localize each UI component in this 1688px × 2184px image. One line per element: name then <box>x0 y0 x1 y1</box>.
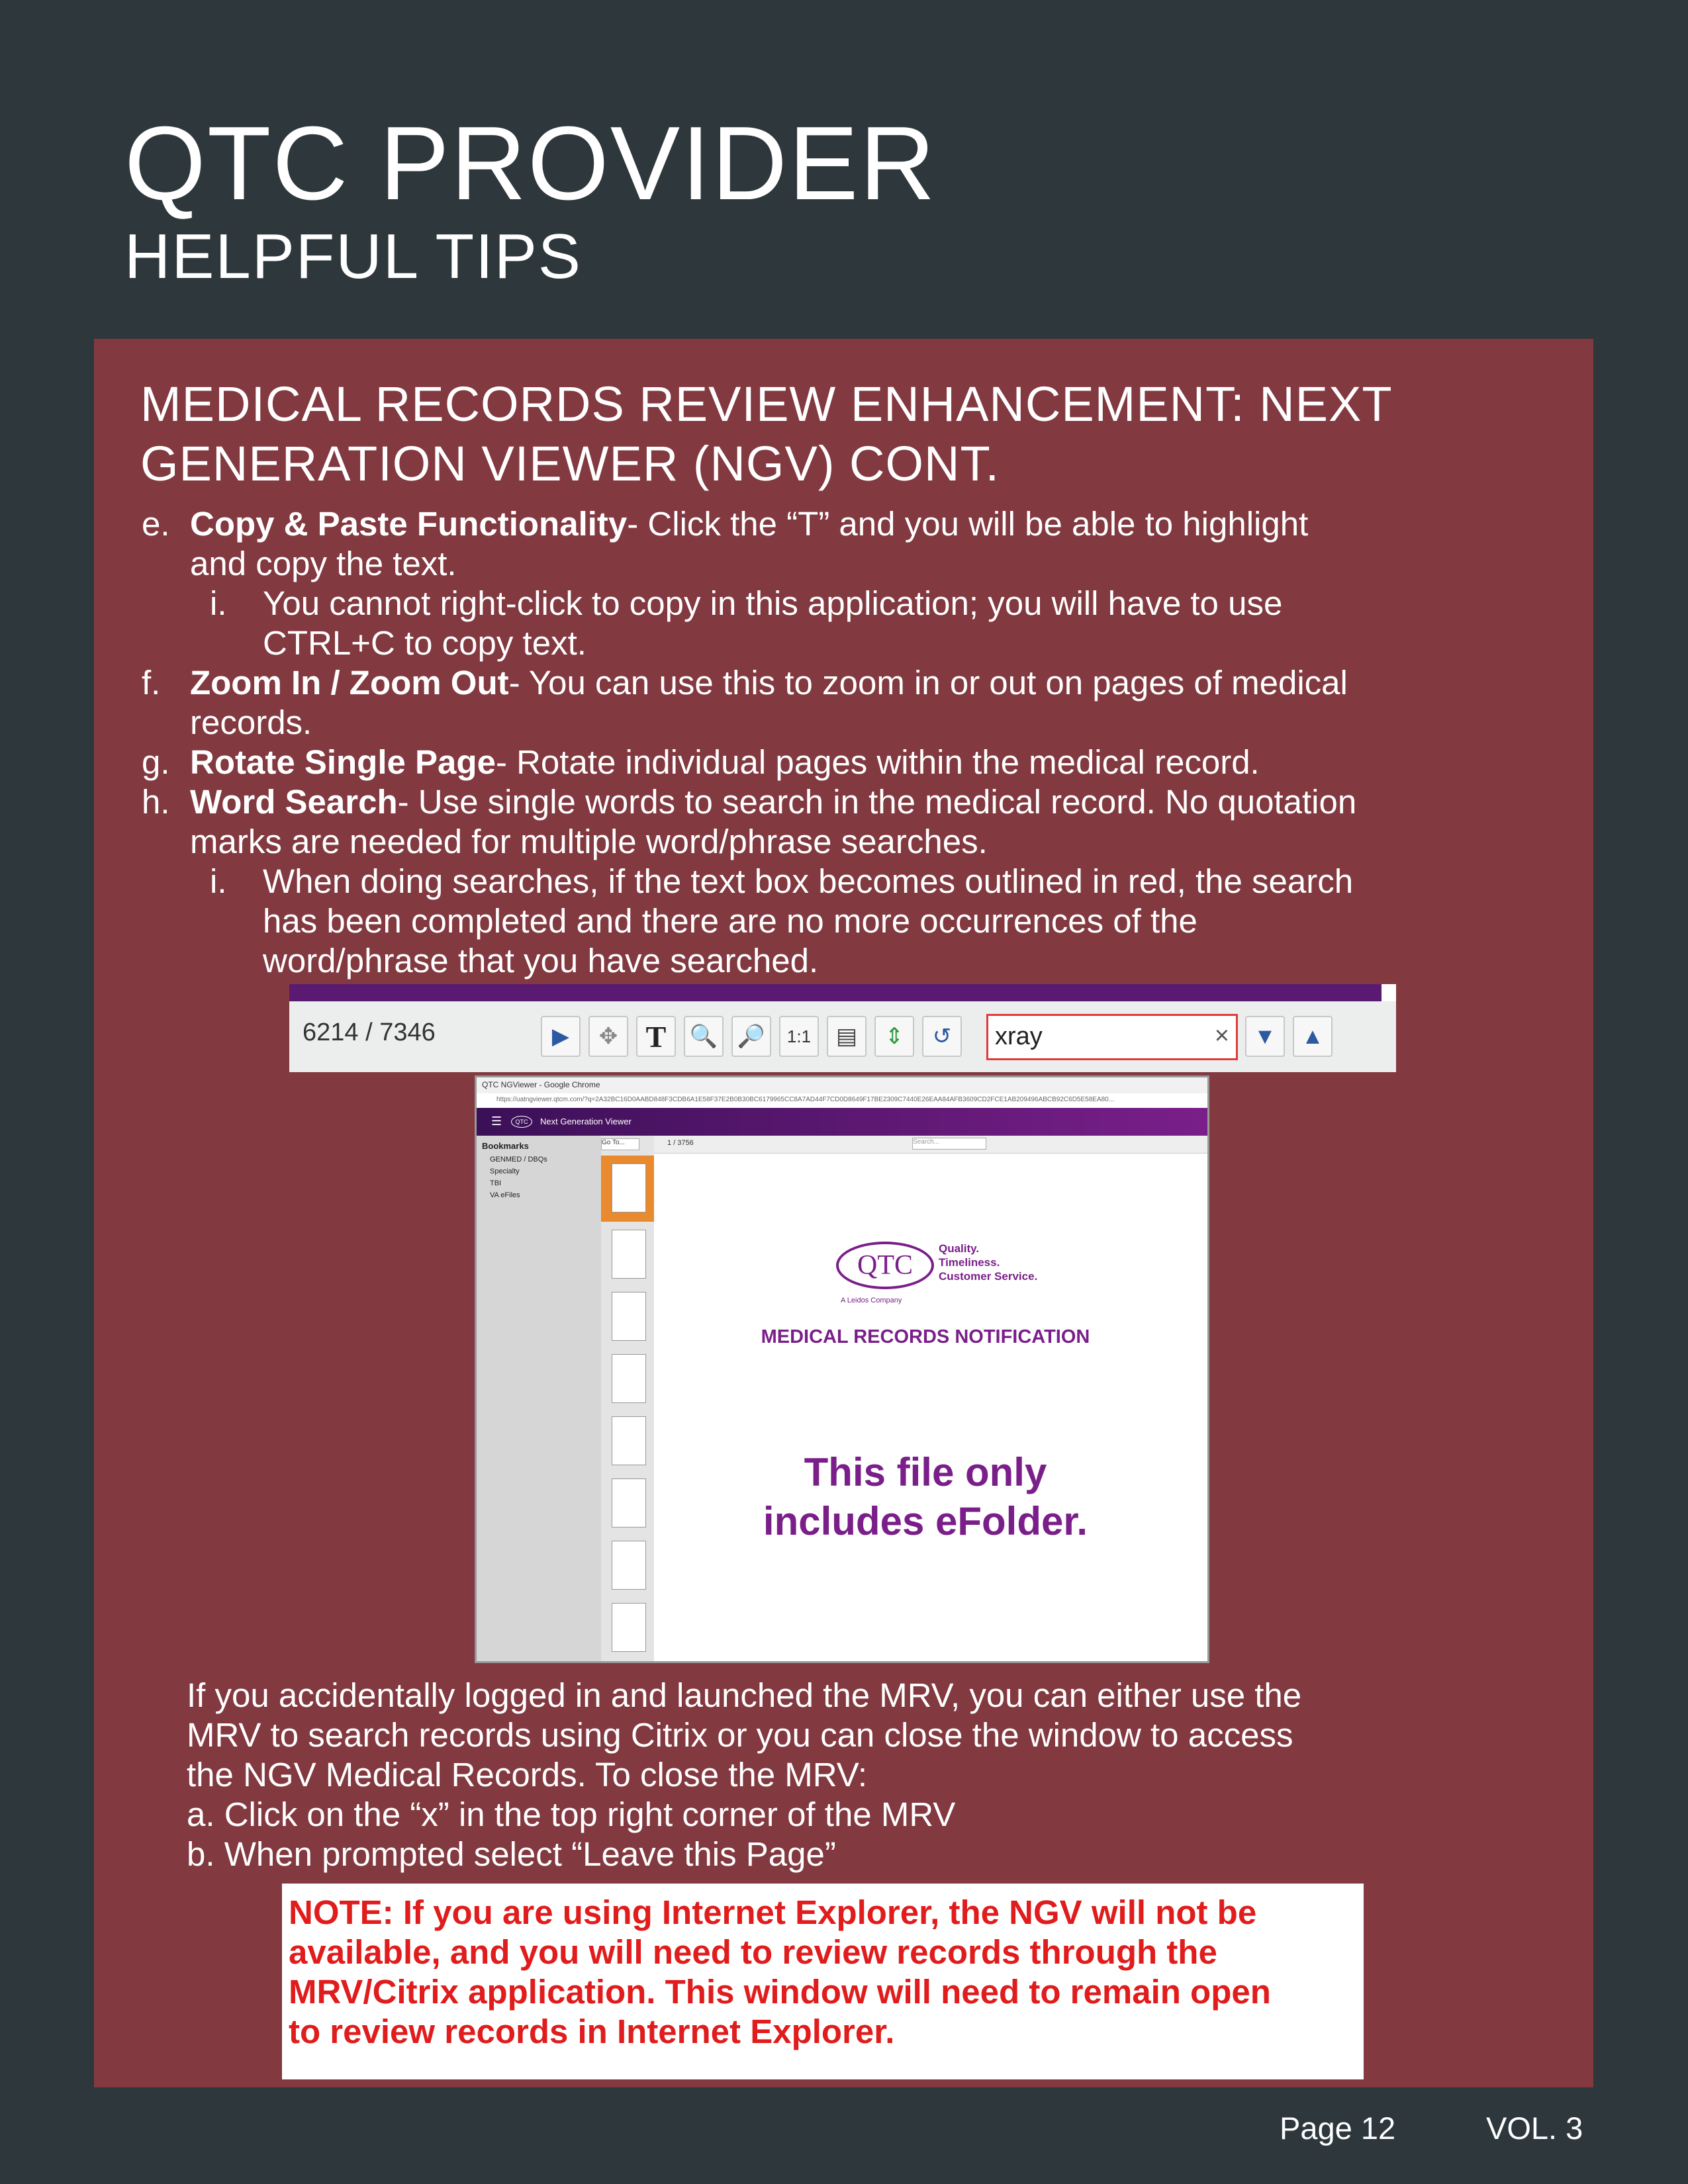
rotate-left-icon[interactable]: ↺ <box>922 1016 962 1057</box>
item-text: - You can use this to zoom in or out on pages of medical <box>508 664 1348 702</box>
pan-icon[interactable]: ✥ <box>588 1016 628 1057</box>
mrv-instructions <box>187 1676 1544 1874</box>
instruction-line: the NGV Medical Records. To close the MRV: <box>187 1756 867 1794</box>
browser-title-bar <box>477 1077 1207 1094</box>
page-thumbnail[interactable] <box>612 1479 646 1527</box>
actual-size-icon[interactable]: 1:1 <box>779 1016 819 1057</box>
search-value: xray <box>995 1023 1043 1050</box>
list-item-g <box>142 743 1532 782</box>
ngv-toolbar-image <box>289 984 1396 1072</box>
list-item-e-i <box>210 584 1534 663</box>
qtc-logo: QTC <box>836 1242 934 1289</box>
item-text-cont: CTRL+C to copy text. <box>263 624 586 662</box>
list-label: g. <box>142 743 170 781</box>
item-text: You cannot right-click to copy in this application; you will have to use <box>263 584 1283 622</box>
item-text-cont: word/phrase that you have searched. <box>263 942 819 979</box>
note-line: available, and you will need to review records through the <box>289 1933 1217 1971</box>
next-page-icon[interactable]: ▶ <box>541 1016 581 1057</box>
item-text-cont: records. <box>190 704 312 741</box>
logo-tagline <box>939 1242 1037 1283</box>
bookmark-item[interactable]: Specialty <box>490 1167 520 1175</box>
list-item-e <box>142 504 1532 584</box>
zoom-out-icon[interactable]: 🔍 <box>684 1016 724 1057</box>
item-heading: Copy & Paste Functionality <box>190 505 628 543</box>
goto-input[interactable]: Go To... <box>601 1138 639 1150</box>
list-label: i. <box>210 862 227 900</box>
item-text-cont: has been completed and there are no more occurrences of the <box>263 902 1197 940</box>
page-thumbnail[interactable] <box>612 1416 646 1465</box>
instruction-line: If you accidentally logged in and launched the MRV, you can either use the <box>187 1676 1302 1714</box>
page-subtitle: HELPFUL TIPS <box>124 221 582 292</box>
list-label: i. <box>210 584 227 622</box>
item-text-cont: marks are needed for multiple word/phrase searches. <box>190 823 988 860</box>
fit-page-icon[interactable]: ▤ <box>827 1016 867 1057</box>
search-previous-icon[interactable]: ▲ <box>1293 1016 1333 1057</box>
note-line: MRV/Citrix application. This window will need to remain open <box>289 1973 1271 2011</box>
search-next-icon[interactable]: ▼ <box>1245 1016 1285 1057</box>
item-text: - Use single words to search in the medical record. No quotation <box>397 783 1357 821</box>
document-page <box>667 1156 1184 1661</box>
text-select-icon[interactable]: T <box>636 1016 676 1057</box>
item-heading: Rotate Single Page <box>190 743 496 781</box>
notice-line: This file only <box>804 1450 1047 1494</box>
menu-icon[interactable]: ☰ <box>491 1115 502 1128</box>
app-logo: QTC <box>511 1116 532 1128</box>
window-title: QTC NGViewer - Google Chrome <box>482 1080 600 1089</box>
notice-title: MEDICAL RECORDS NOTIFICATION <box>761 1326 1090 1347</box>
leidos-tagline: A Leidos Company <box>841 1297 902 1304</box>
item-text: When doing searches, if the text box becomes outlined in red, the search <box>263 862 1354 900</box>
page-thumbnail[interactable] <box>612 1354 646 1403</box>
clear-search-icon[interactable]: × <box>1214 1022 1229 1050</box>
url-text: https://uatngviewer.qtcm.com/?q=2A32BC16D0AABD848F3CDB6A1E58F37E2B0B30BC6179965CC8A7AD44F7CD0D8649F17BE2309C7440E26EAA84AFB3609CD2FCE1AB209496ABCB92C6D5E58EA80... <box>496 1096 1115 1103</box>
note-line: NOTE: If you are using Internet Explorer, the NGV will not be <box>289 1893 1257 1931</box>
bookmark-item[interactable]: VA eFiles <box>490 1191 520 1199</box>
tagline-line: Timeliness. <box>939 1256 1000 1269</box>
list-item-h <box>142 782 1532 862</box>
page-thumbnail[interactable] <box>612 1292 646 1341</box>
notice-line: includes eFolder. <box>763 1499 1088 1543</box>
thumbnail-strip <box>601 1136 654 1661</box>
page-thumbnail[interactable] <box>612 1163 646 1212</box>
item-text-cont: and copy the text. <box>190 545 457 582</box>
ngv-window-screenshot <box>475 1075 1209 1663</box>
page-title: QTC PROVIDER <box>124 105 937 222</box>
instruction-step: b. When prompted select “Leave this Page” <box>187 1835 836 1873</box>
list-label: f. <box>142 664 161 702</box>
instruction-step: a. Click on the “x” in the top right corner of the MRV <box>187 1796 956 1833</box>
instruction-line: MRV to search records using Citrix or you can close the window to access <box>187 1716 1293 1754</box>
viewer-toolbar <box>602 1136 1207 1154</box>
bookmarks-panel <box>477 1136 602 1661</box>
list-item-f <box>142 663 1532 743</box>
item-text: - Rotate individual pages within the medical record. <box>495 743 1260 781</box>
search-field[interactable]: Search... <box>912 1138 986 1150</box>
tagline-line: Customer Service. <box>939 1270 1038 1283</box>
toolbar-accent-bar <box>289 984 1382 1001</box>
item-text: - Click the “T” and you will be able to highlight <box>627 505 1309 543</box>
page-count: 6214 / 7346 <box>303 1019 436 1046</box>
page-number: Page 12 <box>1280 2111 1396 2146</box>
app-name: Next Generation Viewer <box>540 1116 632 1126</box>
list-label: h. <box>142 783 170 821</box>
item-heading: Word Search <box>190 783 398 821</box>
search-input[interactable] <box>986 1014 1238 1060</box>
page-indicator: 1 / 3756 <box>667 1139 694 1147</box>
url-bar[interactable] <box>477 1093 1207 1109</box>
internet-explorer-note <box>282 1884 1364 2079</box>
item-heading: Zoom In / Zoom Out <box>190 664 509 702</box>
section-title: MEDICAL RECORDS REVIEW ENHANCEMENT: NEXT GENERATION VIEWER (NGV) CONT. <box>140 377 1392 491</box>
content-panel <box>94 339 1593 2087</box>
bookmarks-header: Bookmarks <box>482 1141 529 1151</box>
fit-width-icon[interactable]: ⇕ <box>874 1016 914 1057</box>
note-line: to review records in Internet Explorer. <box>289 2013 895 2050</box>
page-thumbnail[interactable] <box>612 1603 646 1652</box>
volume-label: VOL. 3 <box>1486 2111 1583 2146</box>
bookmark-item[interactable]: TBI <box>490 1179 502 1187</box>
app-header <box>477 1108 1207 1136</box>
list-label: e. <box>142 505 170 543</box>
list-item-h-i <box>210 862 1534 981</box>
zoom-in-icon[interactable]: 🔎 <box>731 1016 771 1057</box>
tagline-line: Quality. <box>939 1242 980 1255</box>
page-thumbnail[interactable] <box>612 1230 646 1279</box>
bookmark-item[interactable]: GENMED / DBQs <box>490 1156 547 1163</box>
page-thumbnail[interactable] <box>612 1541 646 1590</box>
notice-body <box>667 1448 1184 1546</box>
